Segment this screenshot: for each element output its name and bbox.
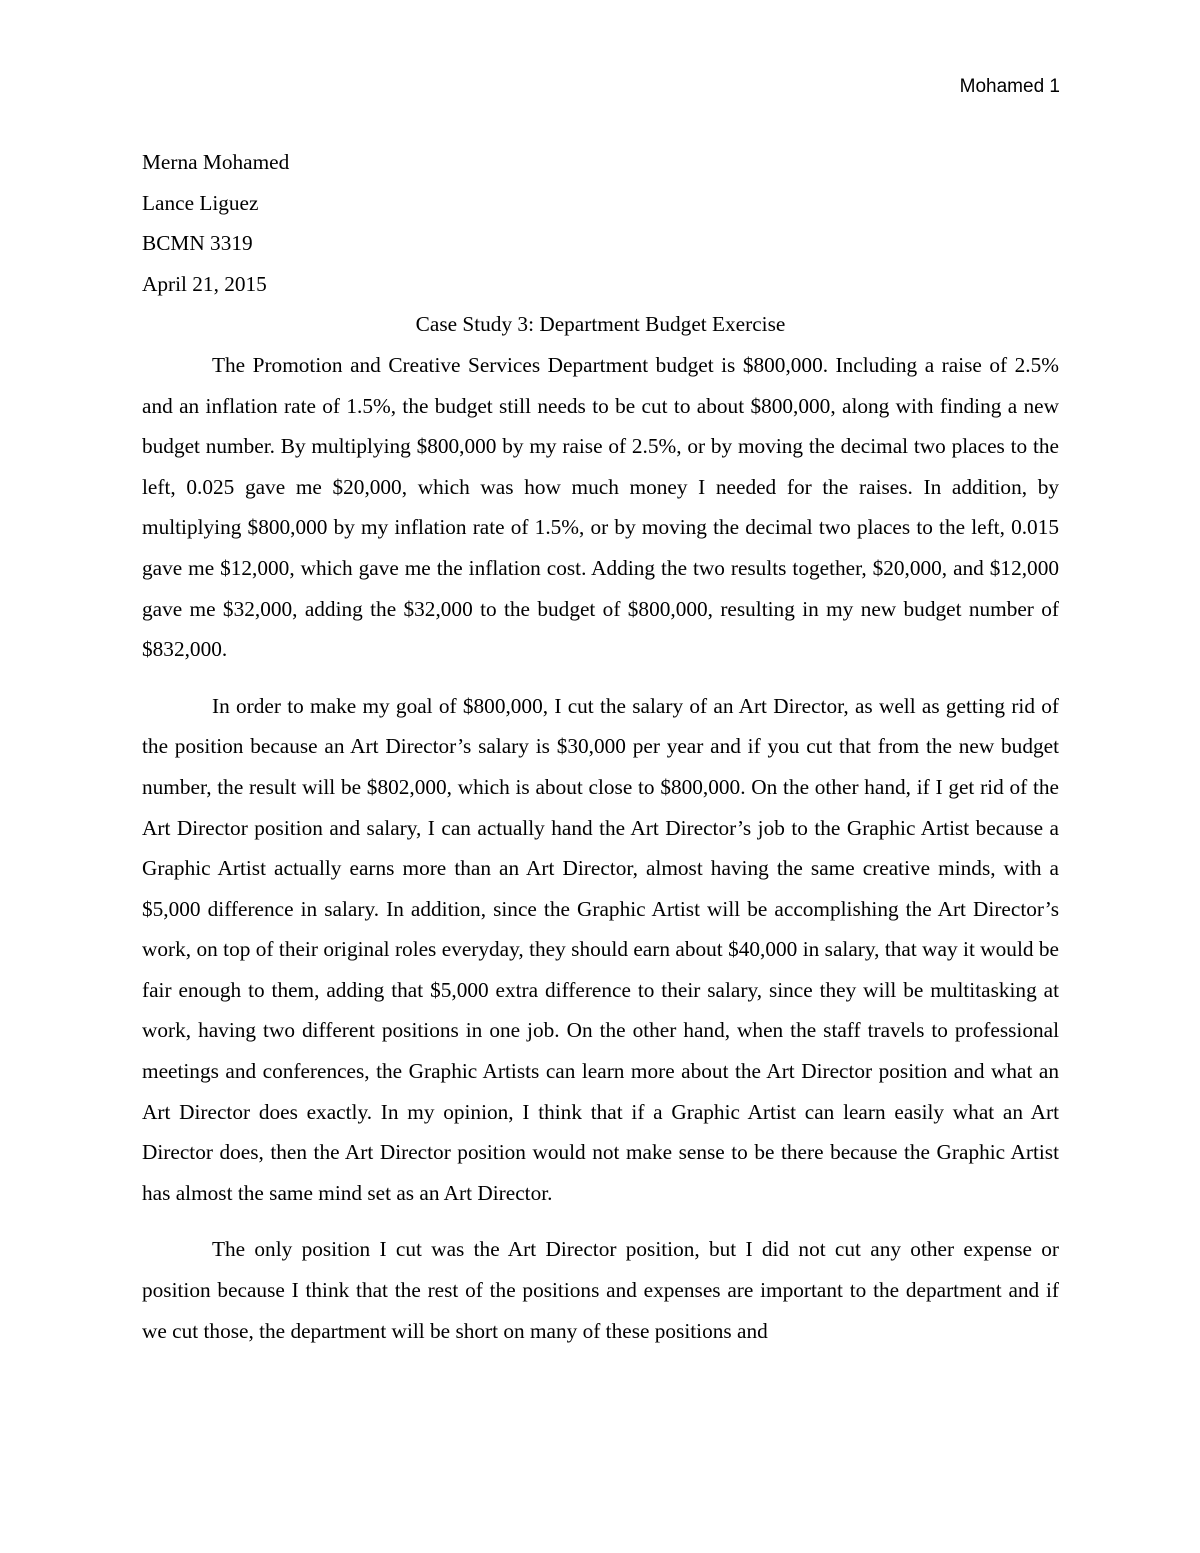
paragraph-text: The Promotion and Creative Services Department budget is $800,000. Including a raise of 2.5% and an inflation rate of 1.5%, the budget still needs to be cut to about $800,000, along with finding a new budget number. By multiplying $800,000 by my raise of 2.5%, or by moving the decimal two places to the left, 0.025 gave me $20,000, which was how much money I needed for the raises. In addition, by multiplying $800,000 by my inflation rate of 1.5%, or by moving the decimal two places to the left, 0.015 gave me $12,000, which gave me the inflation cost. Adding the two results together, $20,000, and $12,000 gave me $32,000, adding the $32,000 to the budget of $800,000, resulting in my new budget number of $832,000.: [142, 352, 1059, 662]
paragraph-text: The only position I cut was the Art Director position, but I did not cut any other expense or position because I think that the rest of the positions and expenses are important to the department and if we cut those, the department will be short on many of these positions and: [142, 1237, 1059, 1343]
paragraph-text: In order to make my goal of $800,000, I cut the salary of an Art Director, as well as getting rid of the position because an Art Director’s salary is $30,000 per year and if you cut that from the new budget number, the result will be $802,000, which is about close to $800,000. On the other hand, if I get rid of the Art Director position and salary, I can actually hand the Art Director’s job to the Graphic Artist because a Graphic Artist actually earns more than an Art Director, almost having the same creative minds, with a $5,000 difference in salary. In addition, since the Graphic Artist will be accomplishing the Art Director’s work, on top of their original roles everyday, they should earn about $40,000 in salary, that way it would be fair enough to them, adding that $5,000 extra difference to their salary, since they will be multitasking at work, having two different positions in one job. On the other hand, when the staff travels to professional meetings and conferences, the Graphic Artists can learn more about the Art Director position and what an Art Director does exactly. In my opinion, I think that if a Graphic Artist can learn easily what an Art Director does, then the Art Director position would not make sense to be there because the Graphic Artist has almost the same mind set as an Art Director.: [142, 693, 1059, 1205]
paragraph: [142, 345, 1059, 670]
instructor-name: Lance Liguez: [142, 190, 259, 215]
course-code: BCMN 3319: [142, 231, 253, 256]
student-name: Merna Mohamed: [142, 150, 290, 174]
paragraph: [142, 1229, 1059, 1351]
running-head: Mohamed 1: [959, 76, 1060, 97]
document-body: [142, 142, 1059, 1351]
paragraph: [142, 686, 1059, 1214]
document-date: April 21, 2015: [142, 271, 267, 296]
document-title: Case Study 3: Department Budget Exercise: [415, 312, 786, 337]
